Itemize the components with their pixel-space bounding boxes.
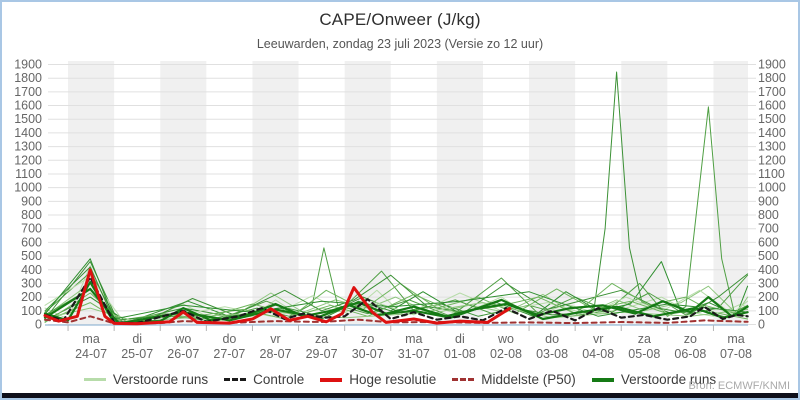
ytick-left-1300: 1300 bbox=[14, 139, 42, 154]
ytick-left-1100: 1100 bbox=[15, 166, 42, 181]
ytick-right-800: 800 bbox=[758, 208, 779, 223]
ytick-left-1200: 1200 bbox=[14, 153, 42, 168]
ytick-right-1700: 1700 bbox=[758, 84, 786, 99]
ytick-right-1600: 1600 bbox=[758, 98, 786, 113]
day-band-28-07 bbox=[252, 61, 298, 325]
xlabel-day-02-08: wo bbox=[498, 332, 514, 346]
legend-item-1 bbox=[224, 372, 304, 387]
legend-swatch-4 bbox=[592, 378, 614, 382]
legend-label-1: Controle bbox=[253, 372, 305, 387]
xlabel-day-28-07: vr bbox=[270, 332, 281, 346]
xlabel-day-07-08: ma bbox=[727, 332, 745, 346]
ytick-left-1000: 1000 bbox=[14, 180, 42, 195]
xlabel-date-26-07: 26-07 bbox=[167, 347, 200, 361]
ytick-left-1900: 1900 bbox=[14, 57, 42, 72]
xlabel-date-30-07: 30-07 bbox=[351, 347, 384, 361]
legend-label-0: Verstoorde runs bbox=[112, 372, 209, 387]
legend-swatch-3 bbox=[452, 378, 474, 381]
xlabel-date-01-08: 01-08 bbox=[443, 347, 476, 361]
xlabel-day-04-08: vr bbox=[592, 332, 604, 346]
day-band-03-08 bbox=[529, 61, 575, 325]
legend-label-3: Middelste (P50) bbox=[481, 372, 576, 387]
day-band-26-07 bbox=[160, 61, 206, 325]
legend-label-2: Hoge resolutie bbox=[349, 372, 437, 387]
ytick-left-300: 300 bbox=[21, 276, 42, 291]
ytick-left-1400: 1400 bbox=[14, 125, 42, 140]
legend-label-4: Verstoorde runs bbox=[620, 372, 717, 387]
ytick-left-200: 200 bbox=[21, 290, 42, 305]
ytick-right-100: 100 bbox=[758, 303, 779, 318]
plot-area bbox=[2, 2, 800, 400]
legend-item-3 bbox=[452, 372, 576, 387]
legend-item-0 bbox=[84, 372, 208, 387]
xlabel-date-25-07: 25-07 bbox=[121, 347, 154, 361]
ytick-left-1600: 1600 bbox=[14, 98, 42, 113]
ytick-right-1500: 1500 bbox=[758, 112, 786, 127]
xlabel-date-27-07: 27-07 bbox=[213, 347, 246, 361]
xlabel-date-05-08: 05-08 bbox=[628, 347, 661, 361]
xlabel-day-26-07: wo bbox=[175, 332, 192, 346]
ytick-right-1900: 1900 bbox=[758, 57, 786, 72]
xlabel-date-31-07: 31-07 bbox=[397, 347, 430, 361]
ytick-left-400: 400 bbox=[21, 262, 42, 277]
ytick-right-1800: 1800 bbox=[758, 71, 786, 86]
day-band-01-08 bbox=[437, 61, 483, 325]
xlabel-day-03-08: do bbox=[545, 332, 560, 346]
ytick-right-500: 500 bbox=[758, 249, 779, 264]
legend bbox=[2, 372, 798, 387]
xlabel-day-25-07: di bbox=[132, 332, 143, 346]
ytick-right-200: 200 bbox=[758, 290, 779, 305]
day-band-30-07 bbox=[345, 61, 391, 325]
ytick-right-1300: 1300 bbox=[758, 139, 786, 154]
ytick-left-1800: 1800 bbox=[14, 71, 42, 86]
ytick-left-1500: 1500 bbox=[14, 112, 42, 127]
xlabel-day-06-08: zo bbox=[683, 332, 698, 346]
ytick-left-900: 900 bbox=[21, 194, 42, 209]
day-band-07-08 bbox=[713, 61, 748, 325]
legend-item-2 bbox=[320, 372, 436, 387]
xlabel-day-05-08: za bbox=[637, 332, 651, 346]
ytick-right-300: 300 bbox=[758, 276, 779, 291]
ytick-left-500: 500 bbox=[21, 249, 42, 264]
ytick-right-1200: 1200 bbox=[758, 153, 786, 168]
ytick-right-400: 400 bbox=[758, 262, 779, 277]
xlabel-day-01-08: di bbox=[455, 332, 465, 346]
xlabel-date-28-07: 28-07 bbox=[259, 347, 292, 361]
ytick-left-700: 700 bbox=[21, 221, 42, 236]
ytick-right-900: 900 bbox=[758, 194, 779, 209]
xlabel-day-27-07: do bbox=[222, 332, 237, 346]
xlabel-date-29-07: 29-07 bbox=[305, 347, 338, 361]
chart-subtitle: Leeuwarden, zondag 23 juli 2023 (Versie zo 12 uur) bbox=[256, 37, 544, 51]
source-credit: Bron: ECMWF/KNMI bbox=[688, 380, 790, 392]
ytick-right-1000: 1000 bbox=[758, 180, 786, 195]
ytick-right-700: 700 bbox=[758, 221, 779, 236]
ytick-right-600: 600 bbox=[758, 235, 779, 250]
ytick-right-1100: 1100 bbox=[758, 166, 785, 181]
ytick-left-800: 800 bbox=[21, 208, 42, 223]
xlabel-date-04-08: 04-08 bbox=[582, 347, 615, 361]
xlabel-day-30-07: zo bbox=[361, 332, 375, 346]
xlabel-date-07-08: 07-08 bbox=[720, 347, 753, 361]
xlabel-date-02-08: 02-08 bbox=[490, 347, 522, 361]
legend-swatch-0 bbox=[84, 378, 106, 381]
ytick-left-600: 600 bbox=[21, 235, 42, 250]
ytick-left-1700: 1700 bbox=[14, 84, 42, 99]
ytick-left-0: 0 bbox=[35, 317, 42, 332]
xlabel-date-03-08: 03-08 bbox=[536, 347, 569, 361]
ytick-left-100: 100 bbox=[21, 303, 42, 318]
bottom-bar bbox=[2, 393, 798, 398]
ytick-right-0: 0 bbox=[758, 317, 765, 332]
xlabel-day-24-07: ma bbox=[82, 332, 100, 346]
ytick-right-1400: 1400 bbox=[758, 125, 786, 140]
legend-swatch-1 bbox=[224, 378, 246, 381]
xlabel-day-29-07: za bbox=[314, 332, 329, 346]
chart-title: CAPE/Onweer (J/kg) bbox=[319, 10, 481, 29]
xlabel-date-24-07: 24-07 bbox=[75, 347, 108, 361]
xlabel-date-06-08: 06-08 bbox=[674, 347, 707, 361]
legend-swatch-2 bbox=[320, 378, 342, 382]
xlabel-day-31-07: ma bbox=[405, 332, 423, 346]
